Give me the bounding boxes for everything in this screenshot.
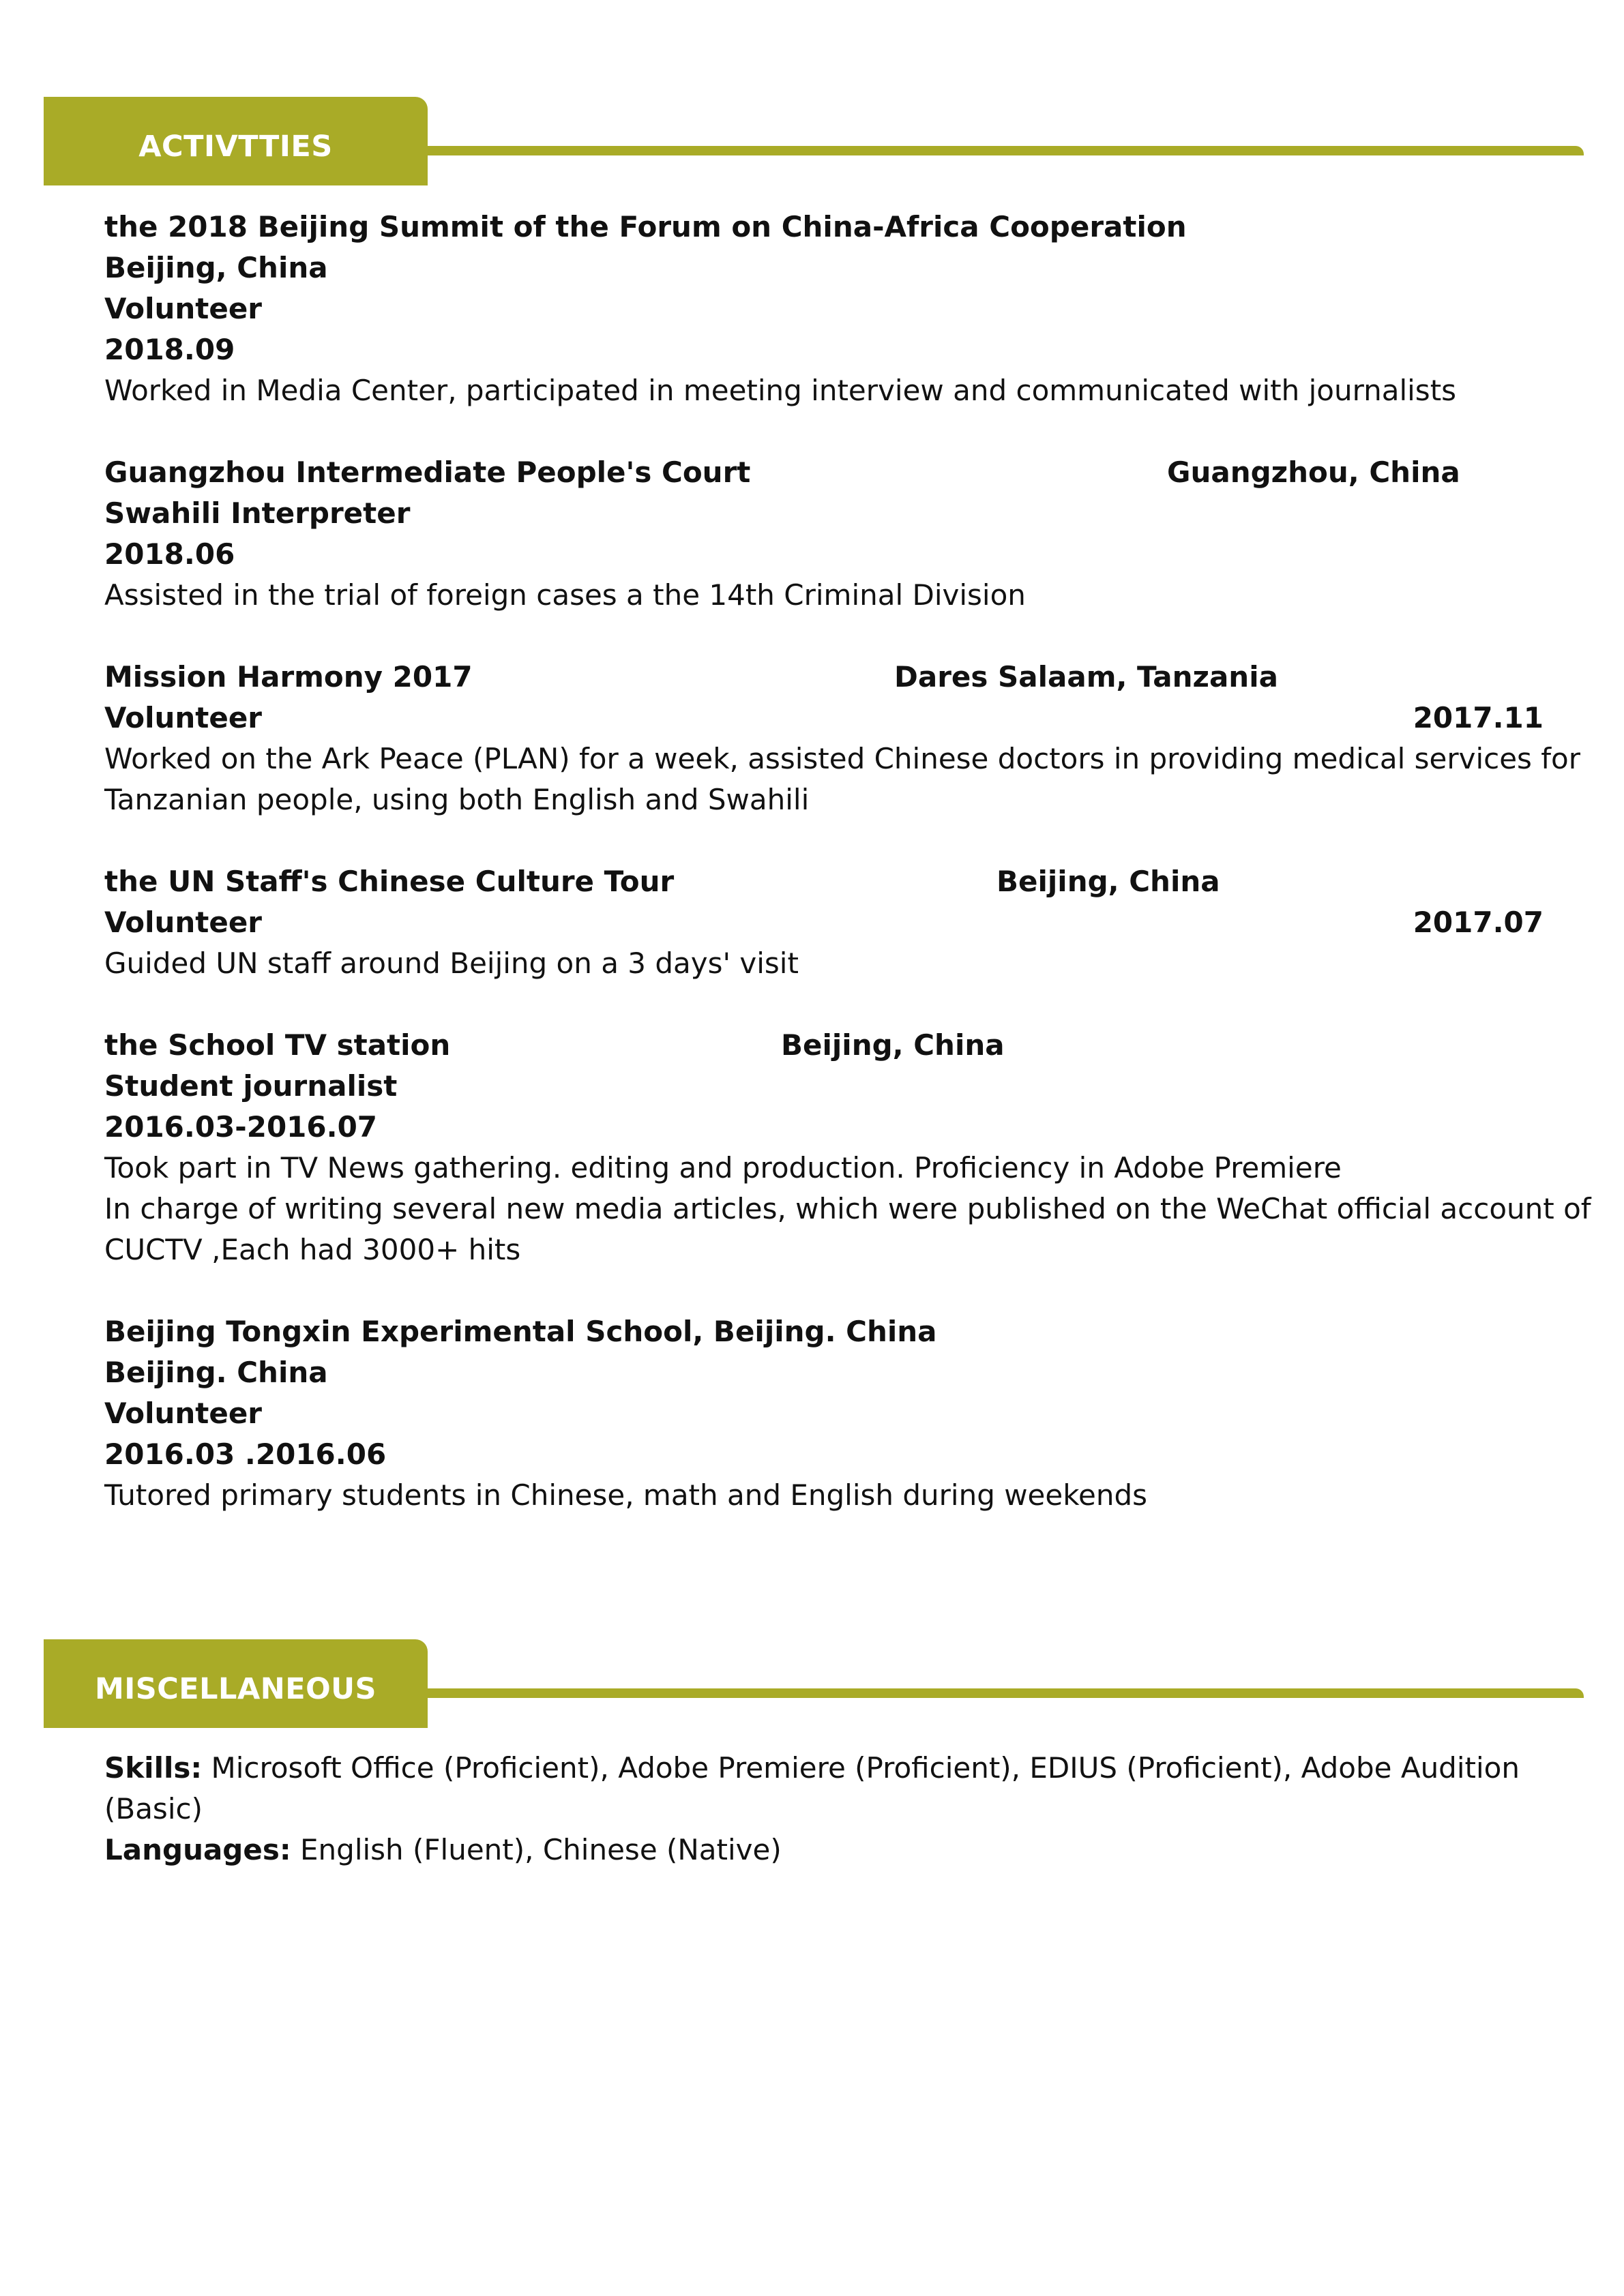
activity-date: 2018.06 [104,537,235,571]
activity-org-row [104,657,1544,698]
activities-section-header [0,97,1624,185]
activity-location: Guangzhou, China [1167,456,1460,489]
activity-desc: Guided UN staff around Beijing on a 3 days' visit [104,946,799,980]
activity-date: 2018.09 [104,333,235,366]
misc-section-header [0,1639,1624,1728]
activity-entry [104,452,1544,616]
activity-desc: Tutored primary students in Chinese, math and English during weekends [104,1478,1148,1512]
activity-location: Dares Salaam, Tanzania [894,660,1278,694]
languages-label: Languages: [104,1833,291,1866]
activity-org-row [104,1025,1544,1066]
activity-location: Beijing, China [781,1028,1005,1062]
activity-org: the UN Staff's Chinese Culture Tour [104,865,675,898]
activity-entry [104,861,1544,984]
misc-title: MISCELLANEOUS [94,1672,377,1706]
activity-location: Beijing, China [996,865,1220,898]
activity-desc: Assisted in the trial of foreign cases a the 14th Criminal Division [104,578,1026,612]
activities-header-line [423,146,1584,155]
activity-role: Swahili Interpreter [104,496,411,530]
activity-desc: Worked on the Ark Peace (PLAN) for a week, assisted Chinese doctors in providing medical services for [104,742,1581,775]
misc-body [104,1748,1544,1870]
activity-role-row [104,698,1544,739]
activity-desc: Worked in Media Center, participated in meeting interview and communicated with journalists [104,374,1457,407]
misc-header-line [423,1688,1584,1698]
skills-line [104,1748,1544,1789]
activity-org-row [104,452,1544,493]
activity-org: Mission Harmony 2017 [104,660,473,694]
activities-list [104,207,1591,1557]
activity-desc: In charge of writing several new media articles, which were published on the WeChat official account of [104,1192,1591,1225]
activity-org: Beijing Tongxin Experimental School, Beijing. China [104,1315,937,1348]
activity-role: Volunteer [104,292,263,325]
activity-org: the School TV station [104,1028,451,1062]
activity-role: Volunteer [104,1397,263,1430]
languages-text: English (Fluent), Chinese (Native) [291,1833,782,1866]
activity-role-row [104,902,1544,943]
activity-date: 2016.03-2016.07 [104,1110,378,1144]
activity-date: 2017.07 [1413,906,1544,939]
activity-entry [104,1025,1591,1270]
activities-tab [44,97,428,185]
activity-role: Volunteer [104,906,263,939]
activity-org: the 2018 Beijing Summit of the Forum on China-Africa Cooperation [104,210,1187,243]
activity-entry [104,207,1544,411]
activity-date: 2017.11 [1413,701,1544,734]
languages-line [104,1830,1544,1870]
activity-desc: CUCTV ,Each had 3000+ hits [104,1233,521,1266]
skills-line-cont: (Basic) [104,1792,203,1825]
activity-desc: Tanzanian people, using both English and Swahili [104,783,810,816]
activity-location: Beijing, China [104,251,328,284]
activity-org: Guangzhou Intermediate People's Court [104,456,751,489]
activity-entry [104,1311,1544,1516]
activity-entry [104,657,1581,820]
misc-tab [44,1639,428,1728]
activity-org-row [104,861,1544,902]
activity-role: Volunteer [104,701,263,734]
activity-date: 2016.03 .2016.06 [104,1437,387,1471]
activities-title: ACTIVTTIES [138,130,333,164]
skills-label: Skills: [104,1751,203,1785]
activity-desc: Took part in TV News gathering. editing and production. Proficiency in Adobe Premiere [104,1151,1342,1184]
skills-text: Microsoft Office (Proficient), Adobe Premiere (Proficient), EDIUS (Proficient), Adobe Audition [202,1751,1520,1785]
activity-role: Student journalist [104,1069,398,1103]
activity-location: Beijing. China [104,1356,328,1389]
